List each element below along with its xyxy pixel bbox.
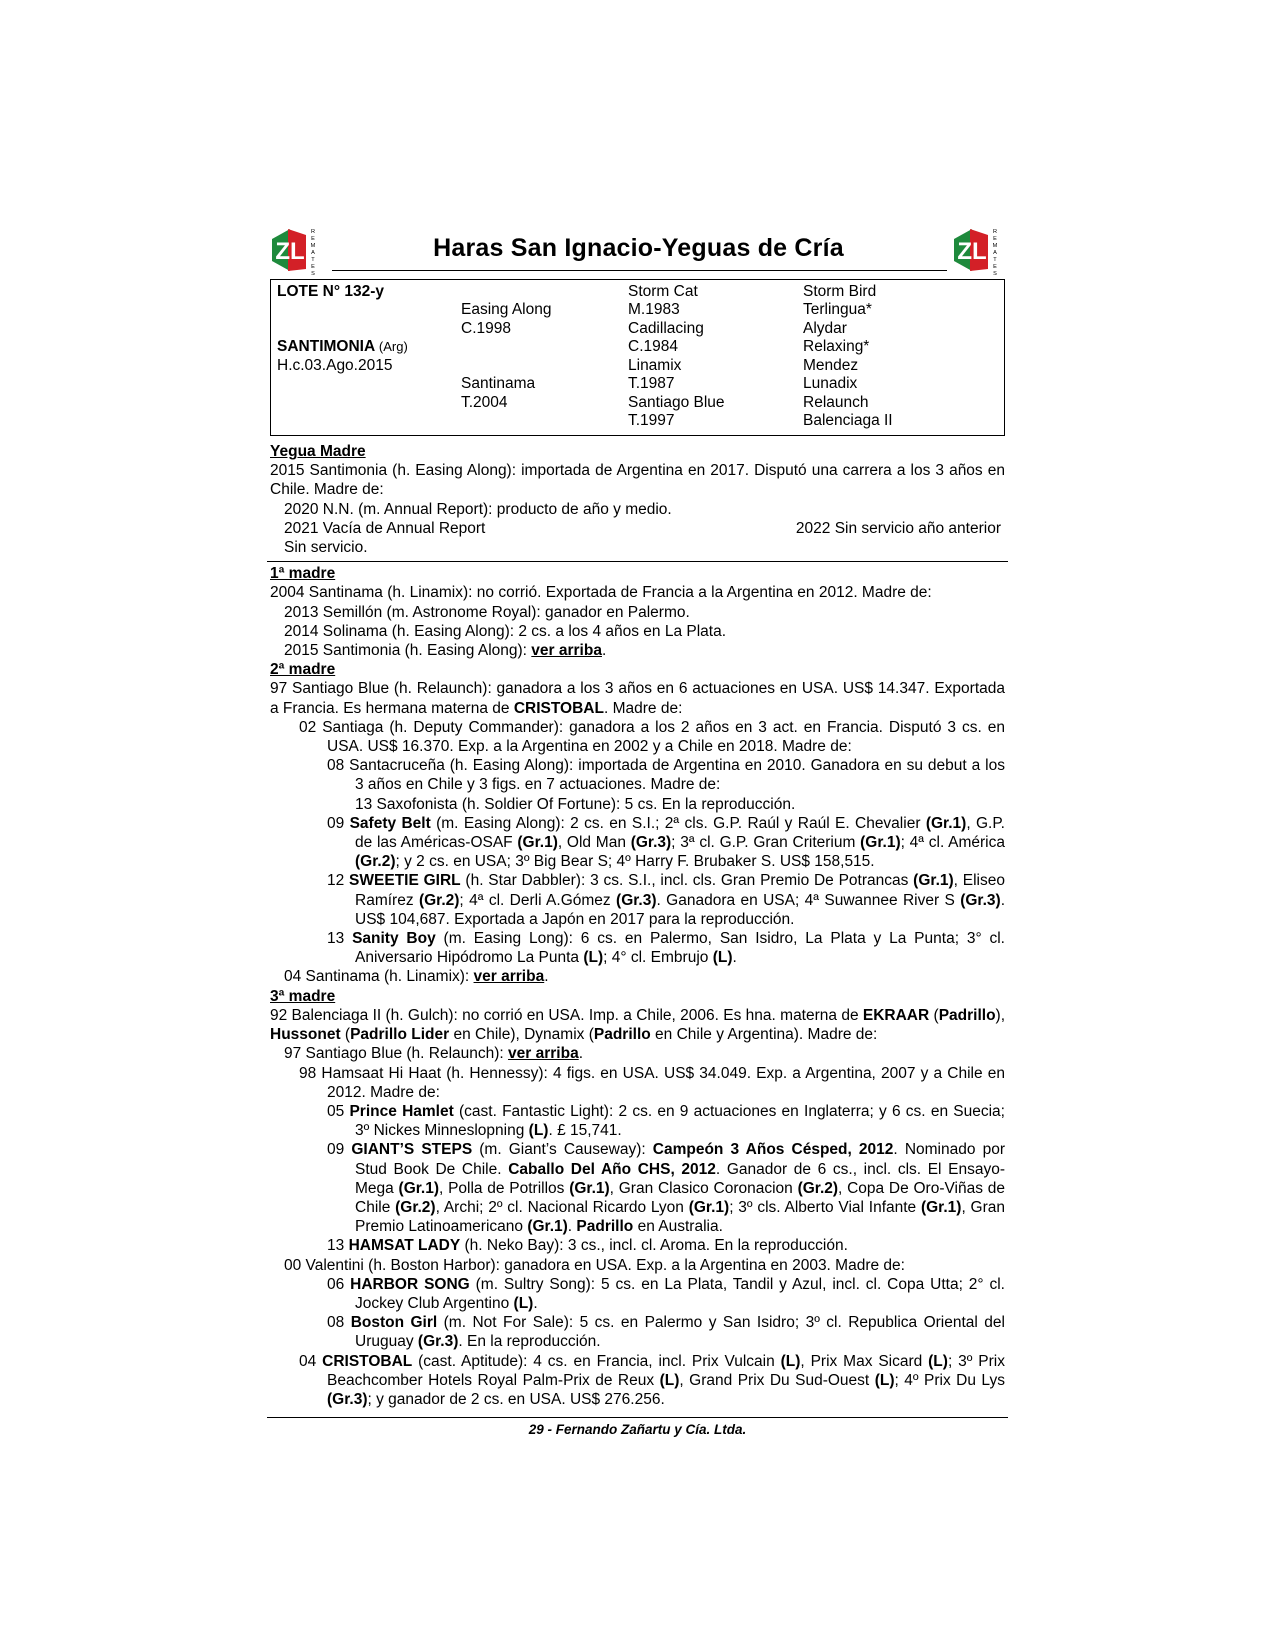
- grandparent: Cadillacing: [628, 320, 704, 337]
- header-rule: [332, 270, 947, 271]
- svg-text:E: E: [993, 236, 997, 242]
- great-grandparent: Mendez: [803, 357, 859, 374]
- offspring-line: 2013 Semillón (m. Astronome Royal): ganador en Palermo.: [284, 603, 690, 621]
- dam-1-text: 2004 Santinama (h. Linamix): no corrió. Exportada de Francia a la Argentina en 2012. Madre de:: [270, 584, 932, 602]
- offspring-line: 02 Santiaga (h. Deputy Commander): ganadora a los 2 años en 3 act. en Francia. Disputó 3 cs. en USA. US$ 16.370. Exp. a la Argentina en 2002 y a Chile en 2018. Madre de:: [299, 718, 1005, 756]
- footer-rule: [267, 1417, 1008, 1418]
- svg-text:ZL: ZL: [957, 238, 987, 265]
- svg-text:E: E: [311, 236, 315, 242]
- svg-text:ZL: ZL: [275, 238, 305, 265]
- great-grandparent: Terlingua*: [803, 301, 872, 318]
- offspring-2022: 2022 Sin servicio año anterior: [795, 519, 1001, 537]
- grandparent: Linamix: [628, 357, 682, 374]
- offspring-line: 12 SWEETIE GIRL (h. Star Dabbler): 3 cs. S.I., incl. cls. Gran Premio De Potrancas (Gr.1), Eliseo Ramírez (Gr.2); 4ª cl. Derli A.Gómez (Gr.3). Ganadora en USA; 4ª Suwannee River S (Gr.3). US$ 104,687. Exportada a Japón en 2017 para la reproducción.: [327, 872, 1006, 928]
- svg-text:A: A: [993, 250, 997, 256]
- offspring-line: 2014 Solinama (h. Easing Along): 2 cs. a los 4 años en La Plata.: [284, 622, 727, 640]
- section-heading-1-madre: 1ª madre: [270, 565, 336, 583]
- offspring-line: 06 HARBOR SONG (m. Sultry Song): 5 cs. en La Plata, Tandil y Azul, incl. cl. Copa Utta; 2° cl. Jockey Club Argentino (L).: [327, 1275, 1005, 1312]
- horse-info: H.c.03.Ago.2015: [277, 357, 393, 374]
- svg-text:T: T: [993, 257, 997, 263]
- grandparent-info: M.1983: [628, 301, 680, 318]
- section-heading-2-madre: 2ª madre: [270, 661, 336, 679]
- sire-name: Easing Along: [461, 301, 552, 318]
- dam-info: T.2004: [461, 394, 508, 411]
- yegua-madre-text: 2015 Santimonia (h. Easing Along): importada de Argentina en 2017. Disputó una carrera a los 3 años en Chile. Madre de:: [270, 462, 1005, 499]
- offspring-line: 13 Saxofonista (h. Soldier Of Fortune): 5 cs. En la reproducción.: [355, 795, 796, 813]
- svg-text:S: S: [993, 271, 997, 275]
- svg-text:E: E: [311, 264, 315, 270]
- great-grandparent: Alydar: [803, 320, 847, 337]
- section-heading-yegua-madre: Yegua Madre: [270, 443, 366, 460]
- great-grandparent: Balenciaga II: [803, 412, 893, 429]
- section-heading-3-madre: 3ª madre: [270, 987, 336, 1005]
- ver-arriba-link: ver arriba: [508, 1045, 579, 1063]
- page-footer: 29 - Fernando Zañartu y Cía. Ltda.: [528, 1422, 747, 1438]
- svg-text:M: M: [310, 243, 316, 249]
- offspring-line: 08 Santacruceña (h. Easing Along): importada de Argentina en 2010. Ganadora en su debut a los 3 años en Chile y 3 figs. en 7 actuaciones. Madre de:: [327, 757, 1005, 794]
- catalog-page: [270, 225, 1005, 1437]
- svg-text:R: R: [992, 229, 998, 235]
- grandparent-info: T.1987: [628, 375, 675, 392]
- svg-text:M: M: [992, 243, 998, 249]
- offspring-line: 08 Boston Girl (m. Not For Sale): 5 cs. en Palermo y San Isidro; 3º cl. Republica Oriental del Uruguay (Gr.3). En la reproducción.: [327, 1314, 1005, 1351]
- dam-2-text: 97 Santiago Blue (h. Relaunch): ganadora a los 3 años en 6 actuaciones en USA. US$ 14.347. Exportada a Francia. Es hermana materna de CRISTOBAL. Madre de:: [270, 680, 1005, 717]
- svg-text:E: E: [993, 264, 997, 270]
- offspring-2021: 2021 Vacía de Annual Report: [284, 519, 486, 537]
- offspring-line: 04 Santinama (h. Linamix): ver arriba.: [284, 968, 549, 986]
- offspring-line: [270, 519, 1005, 538]
- great-grandparent: Relaunch: [803, 394, 869, 411]
- grandparent-info: T.1997: [628, 412, 675, 429]
- offspring-line: 13 HAMSAT LADY (h. Neko Bay): 3 cs., incl. cl. Aroma. En la reproducción.: [327, 1237, 848, 1255]
- zl-remates-logo: [270, 225, 320, 275]
- offspring-line: 2020 N.N. (m. Annual Report): producto de año y medio.: [284, 500, 672, 518]
- offspring-line: Sin servicio.: [284, 539, 368, 557]
- zl-remates-logo: [952, 225, 1002, 275]
- grandparent: Santiago Blue: [628, 394, 725, 411]
- offspring-line: 05 Prince Hamlet (cast. Fantastic Light): 2 cs. en 9 actuaciones en Inglaterra; y 6 cs. en Suecia; 3º Nickes Minneslopning (L). £ 15,741.: [327, 1102, 1005, 1140]
- offspring-line: 09 Safety Belt (m. Easing Along): 2 cs. en S.I.; 2ª cls. G.P. Raúl y Raúl E. Chevalier (Gr.1), G.P. de las Américas-OSAF (Gr.1), Old Man (Gr.3); 3ª cl. G.P. Gran Criterium (Gr.1); 4ª cl. América (Gr.2); y 2 cs. en USA; 3º Big Bear S; 4º Harry F. Brubaker S. US$ 158,515.: [327, 814, 1005, 871]
- section-divider: [267, 561, 1008, 562]
- svg-text:T: T: [311, 257, 315, 263]
- horse-name: SANTIMONIA (Arg): [277, 338, 408, 355]
- grandparent: Storm Cat: [628, 283, 698, 300]
- offspring-line: 97 Santiago Blue (h. Relaunch): ver arriba.: [284, 1045, 584, 1063]
- offspring-line: 04 CRISTOBAL (cast. Aptitude): 4 cs. en Francia, incl. Prix Vulcain (L), Prix Max Sicard (L); 3º Prix Beachcomber Hotels Royal Palm-Prix de Reux (L), Grand Prix Du Sud-Ouest (L); 4º Prix Du Lys (Gr.3); y ganador de 2 cs. en USA. US$ 276.256.: [299, 1352, 1005, 1408]
- offspring-line: 00 Valentini (h. Boston Harbor): ganadora en USA. Exp. a la Argentina en 2003. Madre de:: [284, 1256, 905, 1274]
- offspring-line: 13 Sanity Boy (m. Easing Long): 6 cs. en Palermo, San Isidro, La Plata y La Punta; 3° cl. Aniversario Hipódromo La Punta (L); 4° cl. Embrujo (L).: [327, 930, 1005, 967]
- page-header: [270, 225, 1005, 275]
- svg-text:R: R: [310, 229, 316, 235]
- pedigree-table: [270, 279, 1005, 436]
- offspring-line: 98 Hamsaat Hi Haat (h. Hennessy): 4 figs. en USA. US$ 34.049. Exp. a Argentina, 2007 y a Chile en 2012. Madre de:: [299, 1064, 1005, 1101]
- ver-arriba-link: ver arriba: [531, 642, 602, 660]
- ver-arriba-link: ver arriba: [473, 968, 545, 986]
- great-grandparent: Relaxing*: [803, 338, 870, 355]
- lot-number: LOTE N° 132-y: [277, 283, 384, 300]
- offspring-line: 2015 Santimonia (h. Easing Along): ver arriba.: [284, 642, 607, 660]
- page-title: Haras San Ignacio-Yeguas de Cría: [433, 234, 844, 262]
- catalog-body: [270, 442, 1005, 1409]
- grandparent-info: C.1984: [628, 338, 678, 355]
- sire-info: C.1998: [461, 320, 511, 337]
- dam-3-text: 92 Balenciaga II (h. Gulch): no corrió en USA. Imp. a Chile, 2006. Es hna. materna de EKRAAR (Padrillo), Hussonet (Padrillo Lider en Chile), Dynamix (Padrillo en Chile y Argentina). Madre de:: [270, 1006, 1006, 1044]
- offspring-line: 09 GIANT’S STEPS (m. Giant’s Causeway): Campeón 3 Años Césped, 2012. Nominado por Stud Book De Chile. Caballo Del Año CHS, 2012. Ganador de 6 cs., incl. cls. El Ensayo-Mega (Gr.1), Polla de Potrillos (Gr.1), Gran Clasico Coronacion (Gr.2), Copa De Oro-Viñas de Chile (Gr.2), Archi; 2º cl. Nacional Ricardo Lyon (Gr.1); 3º cls. Alberto Vial Infante (Gr.1), Gran Premio Latinoamericano (Gr.1). Padrillo en Australia.: [327, 1141, 1005, 1236]
- great-grandparent: Lunadix: [803, 375, 858, 392]
- dam-name: Santinama: [461, 375, 536, 392]
- great-grandparent: Storm Bird: [803, 283, 877, 300]
- svg-text:A: A: [311, 250, 315, 256]
- svg-text:S: S: [311, 271, 315, 275]
